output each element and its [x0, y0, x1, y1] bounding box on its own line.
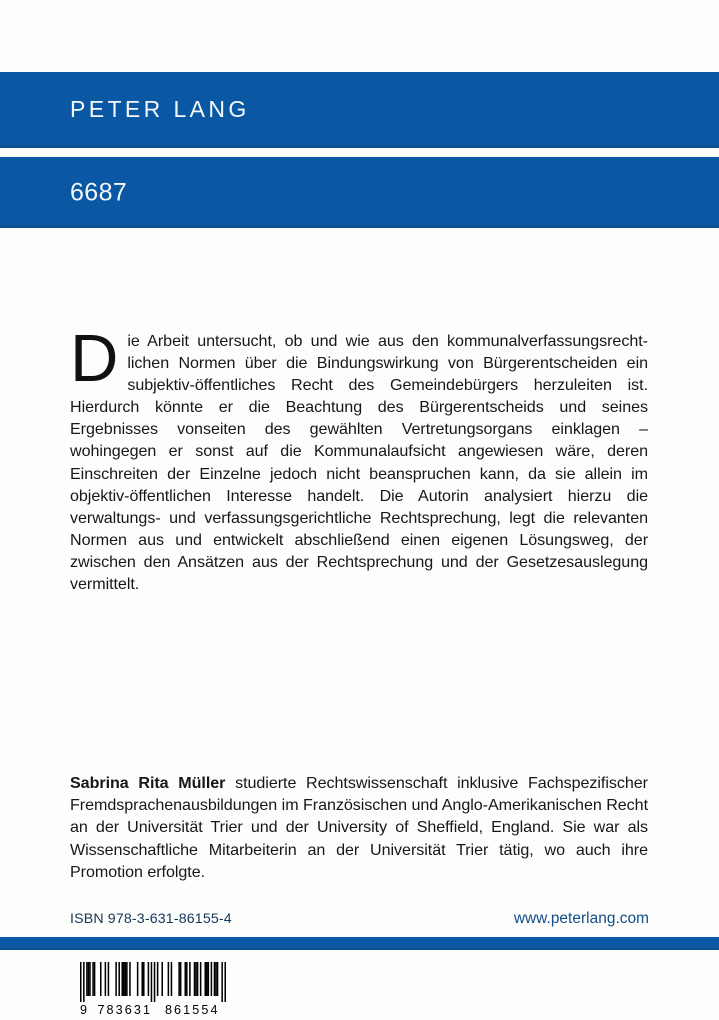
author-name: Sabrina Rita Müller: [70, 774, 226, 792]
publisher-website-link[interactable]: www.peterlang.com: [513, 910, 649, 927]
barcode-lead-digit: 9: [80, 1003, 88, 1017]
series-number: 6687: [70, 178, 128, 206]
barcode-bars-icon: [80, 962, 226, 1002]
book-blurb: [70, 321, 648, 595]
publisher-brand-bar: [0, 72, 719, 148]
isbn-barcode: [80, 962, 226, 1017]
series-number-bar: [0, 157, 719, 228]
publisher-name: PETER LANG: [70, 95, 250, 122]
author-bio-text: studierte Rechtswissenschaft inklusive Fachspezifischer Fremdsprachenausbildungen im Französischen und Anglo-Amerikanischen Recht an der Universität Trier und der University of Sheffield, England. Sie war als Wissenschaftliche Mitarbeiterin an der Universität Trier tätig, wo auch ihre Promotion erfolgte.: [70, 774, 648, 881]
footer-meta-row: [70, 908, 649, 930]
blurb-text: ie Arbeit untersucht, ob und wie aus den kommunalverfassungsrechtlichen Normen über die Bindungswirkung von Bürgerentscheiden ein subjektiv-öffentliches Recht des Gemeindebürgers herzuleiten ist. Hierdurch könnte er die Beachtung des Bürgerentscheids und seines Ergebnisses vonseiten des gewählten Vertretungsorgans einklagen – wohingegen er sonst auf die Kommunalaufsicht angewiesen wäre, deren Einschreiten der Einzelne jedoch nicht beanspruchen kann, da sie allein im objektiv-öffentlichen Interesse handelt. Die Autorin analysiert hierzu die verwaltungs- und verfassungsgerichtliche Rechtsprechung, legt die relevanten Normen aus und entwickelt abschließend einen eigenen Lösungsweg, der zwischen den Ansätzen aus der Rechtsprechung und der Gesetzesauslegung vermittelt.: [70, 332, 648, 594]
footer-rule: [0, 937, 719, 950]
isbn-text: ISBN 978-3-631-86155-4: [70, 911, 232, 927]
barcode-left-group: 783631: [97, 1003, 153, 1017]
barcode-digits: [80, 1003, 226, 1017]
blurb-dropcap: D: [70, 321, 119, 396]
author-bio: [70, 772, 648, 883]
barcode-right-group: 861554: [164, 1003, 220, 1017]
